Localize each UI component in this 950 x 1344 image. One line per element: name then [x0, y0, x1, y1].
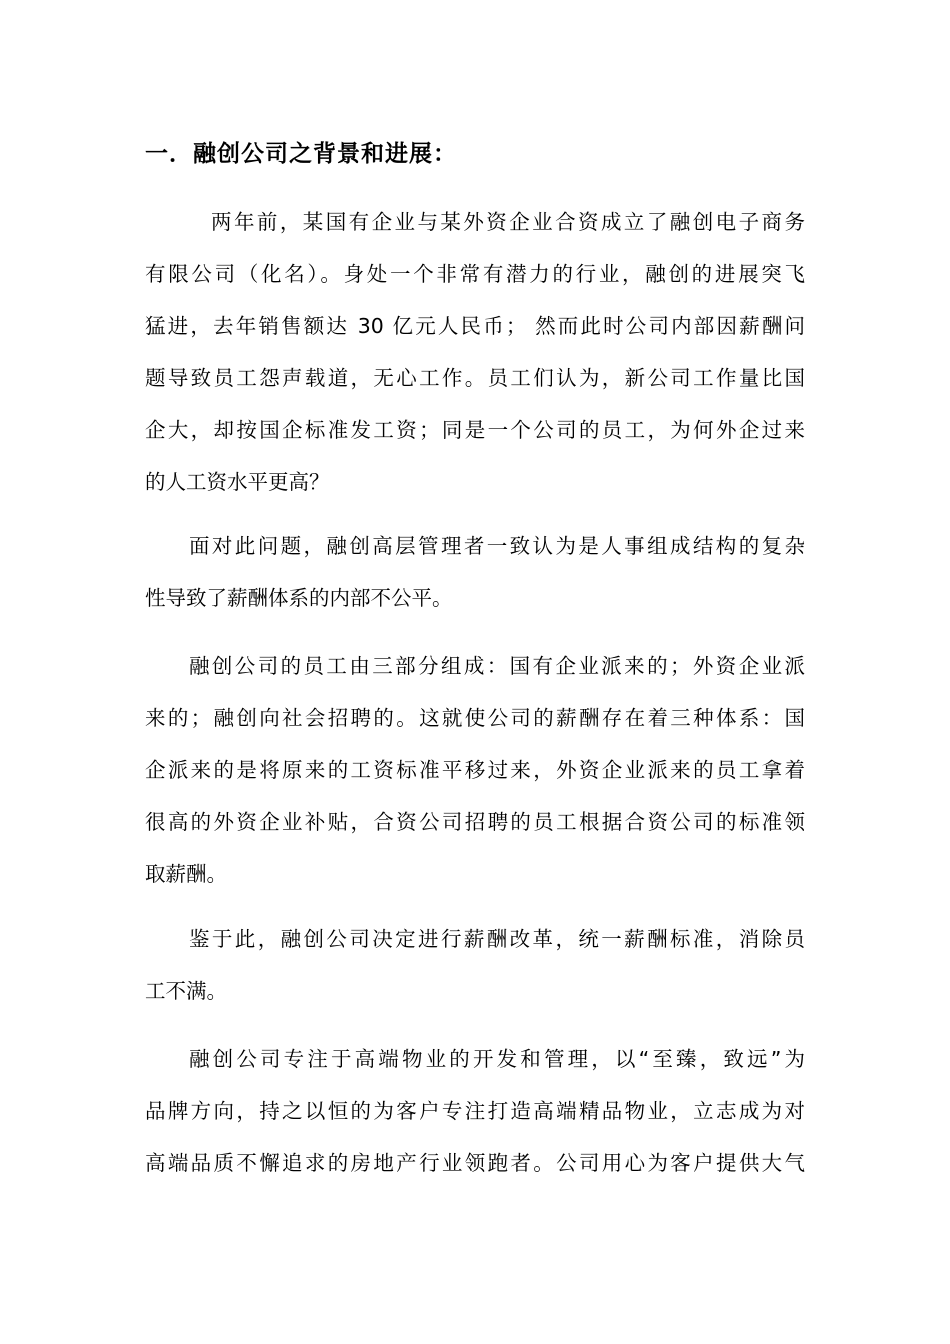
paragraph-line: 高端品质不懈追求的房地产行业领跑者。公司用心为客户提供大气: [145, 1151, 805, 1175]
paragraph-line: 取薪酬。: [145, 862, 227, 886]
paragraph-reform: [145, 913, 805, 1017]
paragraph-line: 性导致了薪酬体系的内部不公平。: [145, 586, 453, 610]
paragraph-line: 两年前，某国有企业与某外资企业合资成立了融创电子商务: [211, 210, 805, 234]
paragraph-line: 题导致员工怨声载道，无心工作。员工们认为，新公司工作量比国: [145, 366, 805, 390]
paragraph-employees: [145, 640, 805, 900]
paragraph-line: 面对此问题，融创高层管理者一致认为是人事组成结构的复杂: [189, 534, 805, 558]
paragraph-line: 融创公司的员工由三部分组成：国有企业派来的；外资企业派: [189, 654, 805, 678]
paragraph-line: 工不满。: [145, 979, 227, 1003]
paragraph-line: 企派来的是将原来的工资标准平移过来，外资企业派来的员工拿着: [145, 758, 805, 782]
paragraph-line: 来的；融创向社会招聘的。这就使公司的薪酬存在着三种体系：国: [145, 706, 805, 730]
paragraph-line: 企大，却按国企标准发工资；同是一个公司的员工，为何外企过来: [145, 418, 805, 442]
paragraph-line: 很高的外资企业补贴，合资公司招聘的员工根据合资公司的标准领: [145, 810, 805, 834]
paragraph-brand: [145, 1033, 805, 1189]
paragraph-line: 有限公司（化名）。身处一个非常有潜力的行业，融创的进展突飞: [145, 262, 805, 286]
section-heading: 一．融创公司之背景和进展：: [145, 141, 457, 167]
paragraph-line: 融创公司专注于高端物业的开发和管理，以“至臻，致远”为: [189, 1047, 805, 1071]
paragraph-problem: [145, 520, 805, 624]
paragraph-background: [145, 196, 805, 508]
paragraph-line: 品牌方向，持之以恒的为客户专注打造高端精品物业，立志成为对: [145, 1099, 805, 1123]
paragraph-line: 鉴于此，融创公司决定进行薪酬改革，统一薪酬标准，消除员: [189, 927, 805, 951]
paragraph-line: 的人工资水平更高？: [145, 470, 330, 494]
paragraph-line: 猛进，去年销售额达 30 亿元人民币； 然而此时公司内部因薪酬问: [145, 314, 805, 338]
